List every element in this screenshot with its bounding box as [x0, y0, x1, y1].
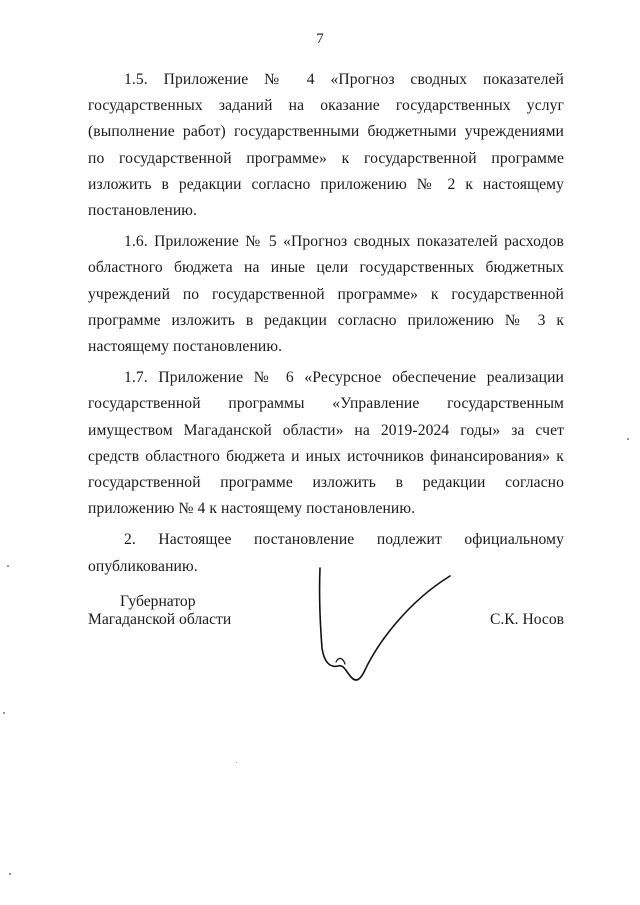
scan-speck	[7, 565, 9, 567]
scan-speck	[236, 762, 237, 763]
paragraph-1-6: 1.6. Приложение № 5 «Прогноз сводных показателей расходов областного бюджета на иные цели государственных бюджетных учреждений по государственной программе» к государственной программе изложить в редакции согласно приложению № 3 к настоящему постановлению.	[88, 233, 564, 356]
paragraph-2: 2. Настоящее постановление подлежит официальному опубликованию.	[88, 531, 564, 575]
scan-speck	[9, 873, 11, 875]
page-number: 7	[316, 31, 324, 47]
document-body	[88, 67, 564, 585]
scan-speck	[627, 438, 629, 440]
paragraph-1-7: 1.7. Приложение № 6 «Ресурсное обеспечение реализации государственной программы «Управление государственным имуществом Магаданской области» на 2019-2024 годы» за счет средств областного бюджета и иных источников финансирования» к государственной программе изложить в редакции согласно приложению № 4 к настоящему постановлению.	[88, 369, 564, 518]
signatory-name: С.К. Носов	[489, 611, 564, 628]
paragraph-1-5: 1.5. Приложение № 4 «Прогноз сводных показателей государственных заданий на оказание государственных услуг (выполнение работ) государственными бюджетными учреждениями по государственной программе» к государственной программе изложить в редакции согласно приложению № 2 к настоящему постановлению.	[88, 71, 564, 220]
handwritten-signature	[308, 562, 458, 687]
signatory-region: Магаданской области	[88, 611, 232, 628]
signatory-title	[88, 593, 231, 629]
signatory-position: Губернатор	[120, 593, 196, 610]
scan-speck	[3, 712, 5, 714]
